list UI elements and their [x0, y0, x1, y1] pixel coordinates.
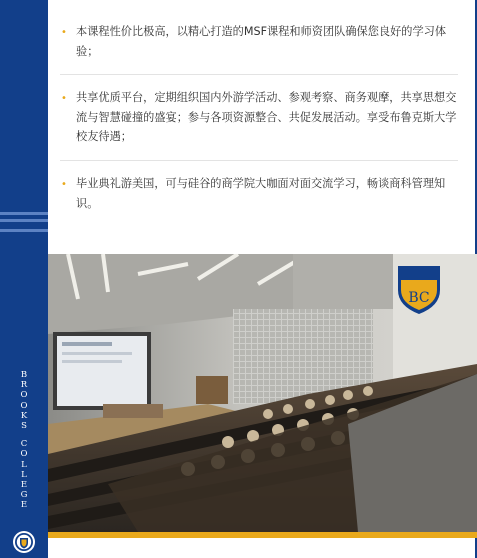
brand-letter: G: [20, 490, 28, 501]
brand-letter: E: [20, 479, 28, 490]
bullet-icon: •: [61, 93, 67, 104]
brand-letter: E: [20, 500, 28, 511]
brand-letter: R: [20, 380, 28, 391]
brand-letter: K: [20, 410, 28, 421]
brand-letter: B: [20, 370, 28, 380]
accent-bar: [48, 532, 477, 538]
brand-letter: L: [21, 459, 27, 470]
brand-letter: O: [20, 390, 28, 401]
sidebar-stripe: [0, 219, 48, 222]
divider: [60, 74, 458, 75]
brand-vertical-text: [0, 370, 48, 510]
brand-letter: S: [21, 420, 27, 431]
list-item-text: 毕业典礼游美国，可与硅谷的商学院大咖面对面交流学习，畅谈商科管理知识。: [76, 177, 446, 210]
brand-letter: L: [21, 469, 27, 480]
bullet-icon: •: [61, 179, 67, 190]
brand-letter: O: [20, 449, 28, 460]
brand-letter: O: [20, 400, 28, 411]
list-item-text: 共享优质平台，定期组织国内外游学活动、参观考察、商务观摩，共享思想交流与智慧碰撞的盛宴；参与各项资源整合、共促发展活动。享受布鲁克斯大学校友待遇；: [76, 91, 457, 144]
brand-letter: C: [20, 439, 28, 450]
college-seal-icon: [12, 530, 36, 554]
crest-letters: BC: [408, 290, 430, 306]
sidebar-stripe: [0, 229, 48, 232]
left-sidebar: [0, 0, 48, 558]
list-item: [60, 174, 458, 213]
sidebar-stripe: [0, 212, 48, 215]
list-item: [60, 88, 458, 147]
bullet-icon: •: [61, 27, 67, 38]
lecture-hall-photo: [48, 254, 477, 532]
list-item-text: 本课程性价比极高，以精心打造的MSF课程和师资团队确保您良好的学习体验；: [76, 25, 447, 58]
divider: [60, 160, 458, 161]
list-item: [60, 22, 458, 61]
